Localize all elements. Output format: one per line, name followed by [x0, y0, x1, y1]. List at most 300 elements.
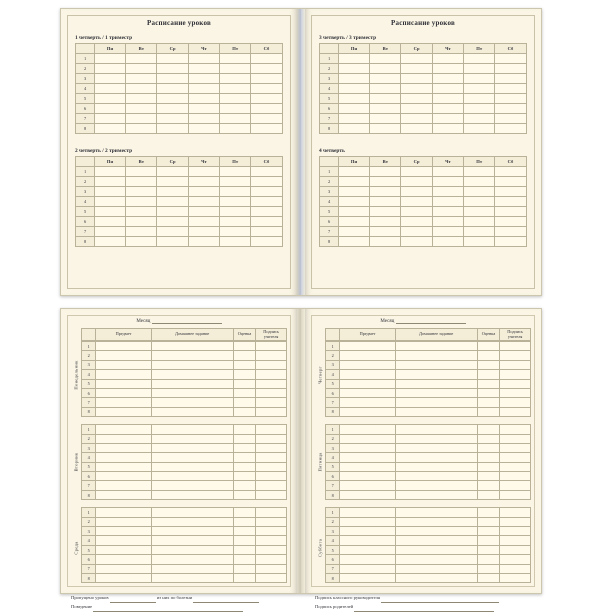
cell[interactable] — [495, 197, 526, 207]
cell-signature[interactable] — [256, 564, 287, 573]
table-row[interactable] — [76, 167, 282, 177]
table-row[interactable] — [320, 104, 526, 114]
cell[interactable] — [220, 124, 251, 134]
cell-signature[interactable] — [256, 527, 287, 536]
cell[interactable] — [338, 104, 369, 114]
cell-subject[interactable] — [340, 342, 395, 351]
cell[interactable] — [370, 167, 401, 177]
table-row[interactable] — [326, 490, 531, 499]
cell[interactable] — [401, 217, 432, 227]
table-row[interactable] — [320, 167, 526, 177]
cell[interactable] — [126, 114, 157, 124]
cell-homework[interactable] — [151, 370, 233, 379]
cell-mark[interactable] — [477, 573, 500, 582]
table-row[interactable] — [82, 407, 287, 416]
cell-homework[interactable] — [151, 481, 233, 490]
cell-mark[interactable] — [477, 379, 500, 388]
cell-signature[interactable] — [500, 398, 531, 407]
cell[interactable] — [495, 54, 526, 64]
cell[interactable] — [126, 227, 157, 237]
cell-homework[interactable] — [395, 472, 477, 481]
cell[interactable] — [220, 217, 251, 227]
cell-homework[interactable] — [395, 490, 477, 499]
cell-mark[interactable] — [477, 517, 500, 526]
cell-signature[interactable] — [500, 517, 531, 526]
cell-signature[interactable] — [500, 388, 531, 397]
table-row[interactable] — [326, 351, 531, 360]
cell[interactable] — [220, 177, 251, 187]
cell-signature[interactable] — [256, 472, 287, 481]
cell[interactable] — [94, 54, 125, 64]
cell-subject[interactable] — [340, 370, 395, 379]
cell[interactable] — [251, 197, 282, 207]
cell[interactable] — [157, 84, 188, 94]
table-row[interactable] — [320, 217, 526, 227]
cell-subject[interactable] — [340, 388, 395, 397]
cell-mark[interactable] — [477, 527, 500, 536]
cell[interactable] — [370, 124, 401, 134]
cell-signature[interactable] — [256, 443, 287, 452]
cell[interactable] — [432, 104, 463, 114]
cell-homework[interactable] — [151, 517, 233, 526]
cell[interactable] — [432, 187, 463, 197]
cell[interactable] — [126, 217, 157, 227]
cell[interactable] — [188, 94, 219, 104]
cell-subject[interactable] — [340, 351, 395, 360]
cell[interactable] — [338, 84, 369, 94]
table-row[interactable] — [320, 177, 526, 187]
cell-subject[interactable] — [340, 462, 395, 471]
footer-line-teacher-signature[interactable] — [315, 594, 531, 603]
cell-homework[interactable] — [395, 481, 477, 490]
cell-signature[interactable] — [500, 481, 531, 490]
cell[interactable] — [251, 237, 282, 247]
cell[interactable] — [495, 124, 526, 134]
cell[interactable] — [370, 217, 401, 227]
cell[interactable] — [157, 124, 188, 134]
cell[interactable] — [432, 124, 463, 134]
cell[interactable] — [94, 84, 125, 94]
cell-signature[interactable] — [500, 472, 531, 481]
cell-signature[interactable] — [500, 434, 531, 443]
table-row[interactable] — [326, 472, 531, 481]
cell-homework[interactable] — [395, 443, 477, 452]
footer-line-missed[interactable] — [71, 594, 287, 603]
table-row[interactable] — [76, 217, 282, 227]
cell-homework[interactable] — [395, 425, 477, 434]
month-write-line[interactable] — [152, 318, 222, 324]
cell[interactable] — [188, 177, 219, 187]
cell[interactable] — [251, 104, 282, 114]
table-row[interactable] — [326, 443, 531, 452]
cell-mark[interactable] — [477, 472, 500, 481]
cell-homework[interactable] — [151, 398, 233, 407]
cell[interactable] — [251, 114, 282, 124]
cell[interactable] — [432, 197, 463, 207]
cell[interactable] — [401, 74, 432, 84]
schedule-table[interactable] — [319, 43, 526, 134]
cell-mark[interactable] — [477, 360, 500, 369]
cell[interactable] — [370, 94, 401, 104]
cell-subject[interactable] — [340, 398, 395, 407]
cell[interactable] — [464, 104, 495, 114]
table-row[interactable] — [326, 379, 531, 388]
cell[interactable] — [495, 177, 526, 187]
table-row[interactable] — [326, 434, 531, 443]
table-row[interactable] — [82, 545, 287, 554]
cell-homework[interactable] — [395, 398, 477, 407]
cell[interactable] — [432, 114, 463, 124]
cell-signature[interactable] — [500, 573, 531, 582]
cell-homework[interactable] — [395, 379, 477, 388]
cell-homework[interactable] — [151, 453, 233, 462]
cell[interactable] — [432, 94, 463, 104]
cell-mark[interactable] — [233, 407, 256, 416]
cell-signature[interactable] — [256, 453, 287, 462]
cell-subject[interactable] — [96, 443, 151, 452]
table-row[interactable] — [326, 388, 531, 397]
cell[interactable] — [157, 207, 188, 217]
cell[interactable] — [495, 207, 526, 217]
cell[interactable] — [464, 114, 495, 124]
cell[interactable] — [188, 84, 219, 94]
cell[interactable] — [495, 64, 526, 74]
cell[interactable] — [220, 237, 251, 247]
cell-mark[interactable] — [477, 536, 500, 545]
cell[interactable] — [338, 64, 369, 74]
cell-signature[interactable] — [500, 508, 531, 517]
table-row[interactable] — [82, 462, 287, 471]
table-row[interactable] — [76, 207, 282, 217]
table-row[interactable] — [326, 517, 531, 526]
cell[interactable] — [338, 124, 369, 134]
cell-subject[interactable] — [340, 434, 395, 443]
cell[interactable] — [401, 237, 432, 247]
cell-mark[interactable] — [233, 536, 256, 545]
cell-signature[interactable] — [500, 379, 531, 388]
cell-signature[interactable] — [256, 351, 287, 360]
table-row[interactable] — [320, 207, 526, 217]
homework-table-tuesday[interactable] — [81, 424, 287, 500]
cell-mark[interactable] — [477, 370, 500, 379]
cell[interactable] — [188, 187, 219, 197]
cell-mark[interactable] — [233, 472, 256, 481]
cell-mark[interactable] — [233, 490, 256, 499]
cell[interactable] — [401, 114, 432, 124]
cell[interactable] — [464, 124, 495, 134]
cell-mark[interactable] — [477, 508, 500, 517]
cell-signature[interactable] — [500, 425, 531, 434]
cell[interactable] — [94, 114, 125, 124]
table-row[interactable] — [326, 481, 531, 490]
cell-homework[interactable] — [151, 462, 233, 471]
cell[interactable] — [251, 207, 282, 217]
cell-signature[interactable] — [256, 490, 287, 499]
homework-table-saturday[interactable] — [325, 507, 531, 583]
cell[interactable] — [401, 64, 432, 74]
cell-homework[interactable] — [151, 564, 233, 573]
cell-mark[interactable] — [233, 443, 256, 452]
table-row[interactable] — [82, 398, 287, 407]
table-row[interactable] — [76, 74, 282, 84]
table-row[interactable] — [326, 508, 531, 517]
cell-mark[interactable] — [477, 388, 500, 397]
cell-signature[interactable] — [500, 545, 531, 554]
cell[interactable] — [157, 237, 188, 247]
cell-subject[interactable] — [96, 342, 151, 351]
month-write-line[interactable] — [396, 318, 466, 324]
cell[interactable] — [495, 217, 526, 227]
table-row[interactable] — [76, 54, 282, 64]
cell[interactable] — [126, 54, 157, 64]
cell[interactable] — [251, 177, 282, 187]
cell-mark[interactable] — [477, 407, 500, 416]
cell[interactable] — [94, 104, 125, 114]
cell-mark[interactable] — [477, 481, 500, 490]
cell[interactable] — [94, 167, 125, 177]
table-row[interactable] — [326, 342, 531, 351]
cell[interactable] — [370, 197, 401, 207]
cell-signature[interactable] — [500, 370, 531, 379]
cell-mark[interactable] — [233, 564, 256, 573]
cell-mark[interactable] — [233, 573, 256, 582]
cell-mark[interactable] — [477, 564, 500, 573]
table-row[interactable] — [82, 342, 287, 351]
cell-mark[interactable] — [233, 527, 256, 536]
cell[interactable] — [188, 237, 219, 247]
cell[interactable] — [464, 94, 495, 104]
cell[interactable] — [338, 227, 369, 237]
cell-signature[interactable] — [256, 407, 287, 416]
homework-table-monday[interactable] — [81, 341, 287, 417]
cell[interactable] — [464, 64, 495, 74]
cell[interactable] — [126, 94, 157, 104]
table-row[interactable] — [326, 573, 531, 582]
cell-mark[interactable] — [233, 462, 256, 471]
cell-homework[interactable] — [151, 342, 233, 351]
cell-subject[interactable] — [340, 407, 395, 416]
cell-signature[interactable] — [256, 545, 287, 554]
cell-signature[interactable] — [256, 517, 287, 526]
footer-line-behaviour[interactable] — [71, 603, 287, 612]
write-line[interactable] — [93, 606, 243, 612]
table-row[interactable] — [76, 124, 282, 134]
cell[interactable] — [495, 74, 526, 84]
cell-mark[interactable] — [477, 545, 500, 554]
cell[interactable] — [464, 167, 495, 177]
cell-mark[interactable] — [233, 388, 256, 397]
cell-signature[interactable] — [500, 555, 531, 564]
cell[interactable] — [401, 94, 432, 104]
cell[interactable] — [401, 207, 432, 217]
cell-homework[interactable] — [395, 370, 477, 379]
table-row[interactable] — [320, 74, 526, 84]
table-row[interactable] — [82, 527, 287, 536]
table-row[interactable] — [82, 490, 287, 499]
cell[interactable] — [126, 74, 157, 84]
cell-mark[interactable] — [477, 453, 500, 462]
cell[interactable] — [126, 84, 157, 94]
table-row[interactable] — [82, 517, 287, 526]
cell[interactable] — [338, 207, 369, 217]
table-row[interactable] — [326, 425, 531, 434]
cell-homework[interactable] — [395, 434, 477, 443]
table-row[interactable] — [76, 114, 282, 124]
cell[interactable] — [220, 187, 251, 197]
cell-homework[interactable] — [151, 573, 233, 582]
table-row[interactable] — [326, 536, 531, 545]
cell[interactable] — [157, 167, 188, 177]
cell-subject[interactable] — [96, 351, 151, 360]
cell[interactable] — [401, 84, 432, 94]
cell[interactable] — [464, 197, 495, 207]
cell-homework[interactable] — [395, 555, 477, 564]
cell-subject[interactable] — [340, 545, 395, 554]
cell-subject[interactable] — [340, 425, 395, 434]
cell[interactable] — [251, 167, 282, 177]
cell-subject[interactable] — [96, 573, 151, 582]
cell-mark[interactable] — [233, 453, 256, 462]
cell[interactable] — [188, 54, 219, 64]
cell[interactable] — [220, 54, 251, 64]
cell[interactable] — [401, 227, 432, 237]
cell[interactable] — [251, 54, 282, 64]
cell-subject[interactable] — [340, 517, 395, 526]
cell-homework[interactable] — [395, 564, 477, 573]
table-row[interactable] — [320, 94, 526, 104]
cell[interactable] — [220, 64, 251, 74]
cell-signature[interactable] — [256, 573, 287, 582]
cell-signature[interactable] — [256, 379, 287, 388]
cell-subject[interactable] — [96, 545, 151, 554]
cell-mark[interactable] — [477, 490, 500, 499]
cell[interactable] — [251, 64, 282, 74]
cell-subject[interactable] — [96, 434, 151, 443]
table-row[interactable] — [82, 481, 287, 490]
table-row[interactable] — [76, 187, 282, 197]
cell[interactable] — [220, 84, 251, 94]
cell-homework[interactable] — [151, 472, 233, 481]
cell[interactable] — [251, 227, 282, 237]
cell[interactable] — [495, 237, 526, 247]
cell[interactable] — [432, 74, 463, 84]
cell[interactable] — [432, 227, 463, 237]
cell[interactable] — [220, 114, 251, 124]
cell[interactable] — [432, 177, 463, 187]
cell[interactable] — [126, 187, 157, 197]
cell[interactable] — [188, 227, 219, 237]
cell[interactable] — [495, 104, 526, 114]
cell-homework[interactable] — [395, 388, 477, 397]
table-row[interactable] — [326, 564, 531, 573]
cell[interactable] — [220, 227, 251, 237]
cell[interactable] — [401, 187, 432, 197]
cell[interactable] — [338, 74, 369, 84]
cell[interactable] — [220, 94, 251, 104]
cell[interactable] — [464, 177, 495, 187]
cell-signature[interactable] — [256, 360, 287, 369]
cell[interactable] — [251, 74, 282, 84]
cell[interactable] — [432, 237, 463, 247]
cell[interactable] — [338, 217, 369, 227]
cell-subject[interactable] — [340, 453, 395, 462]
cell[interactable] — [338, 177, 369, 187]
cell[interactable] — [188, 197, 219, 207]
cell-mark[interactable] — [233, 508, 256, 517]
table-row[interactable] — [320, 124, 526, 134]
cell[interactable] — [338, 197, 369, 207]
cell-signature[interactable] — [500, 564, 531, 573]
table-row[interactable] — [320, 197, 526, 207]
cell[interactable] — [157, 177, 188, 187]
table-row[interactable] — [76, 177, 282, 187]
cell-signature[interactable] — [500, 462, 531, 471]
cell-homework[interactable] — [395, 407, 477, 416]
cell[interactable] — [432, 217, 463, 227]
cell[interactable] — [188, 167, 219, 177]
cell[interactable] — [188, 217, 219, 227]
cell-mark[interactable] — [233, 555, 256, 564]
cell-signature[interactable] — [256, 425, 287, 434]
table-row[interactable] — [320, 54, 526, 64]
table-row[interactable] — [82, 472, 287, 481]
cell-subject[interactable] — [96, 370, 151, 379]
cell-mark[interactable] — [477, 398, 500, 407]
footer-line-parent-signature[interactable] — [315, 603, 531, 612]
cell-signature[interactable] — [500, 536, 531, 545]
table-row[interactable] — [82, 425, 287, 434]
table-row[interactable] — [76, 104, 282, 114]
cell-mark[interactable] — [233, 545, 256, 554]
cell[interactable] — [94, 177, 125, 187]
cell-signature[interactable] — [500, 342, 531, 351]
table-row[interactable] — [82, 351, 287, 360]
cell-subject[interactable] — [340, 379, 395, 388]
cell-subject[interactable] — [96, 472, 151, 481]
table-row[interactable] — [82, 360, 287, 369]
cell-homework[interactable] — [395, 462, 477, 471]
cell-signature[interactable] — [256, 481, 287, 490]
cell[interactable] — [370, 104, 401, 114]
cell-mark[interactable] — [233, 360, 256, 369]
cell[interactable] — [94, 94, 125, 104]
cell[interactable] — [338, 54, 369, 64]
cell[interactable] — [401, 54, 432, 64]
cell[interactable] — [432, 54, 463, 64]
cell-subject[interactable] — [340, 443, 395, 452]
cell[interactable] — [432, 207, 463, 217]
cell-mark[interactable] — [233, 481, 256, 490]
cell[interactable] — [495, 114, 526, 124]
homework-table-wednesday[interactable] — [81, 507, 287, 583]
table-row[interactable] — [76, 197, 282, 207]
cell[interactable] — [370, 64, 401, 74]
cell[interactable] — [220, 197, 251, 207]
cell[interactable] — [126, 124, 157, 134]
cell[interactable] — [157, 64, 188, 74]
cell-subject[interactable] — [340, 536, 395, 545]
cell-mark[interactable] — [477, 351, 500, 360]
table-row[interactable] — [320, 64, 526, 74]
cell-signature[interactable] — [256, 342, 287, 351]
cell[interactable] — [370, 54, 401, 64]
cell[interactable] — [251, 124, 282, 134]
cell[interactable] — [94, 74, 125, 84]
cell[interactable] — [157, 54, 188, 64]
cell[interactable] — [126, 64, 157, 74]
cell[interactable] — [126, 104, 157, 114]
table-row[interactable] — [82, 573, 287, 582]
